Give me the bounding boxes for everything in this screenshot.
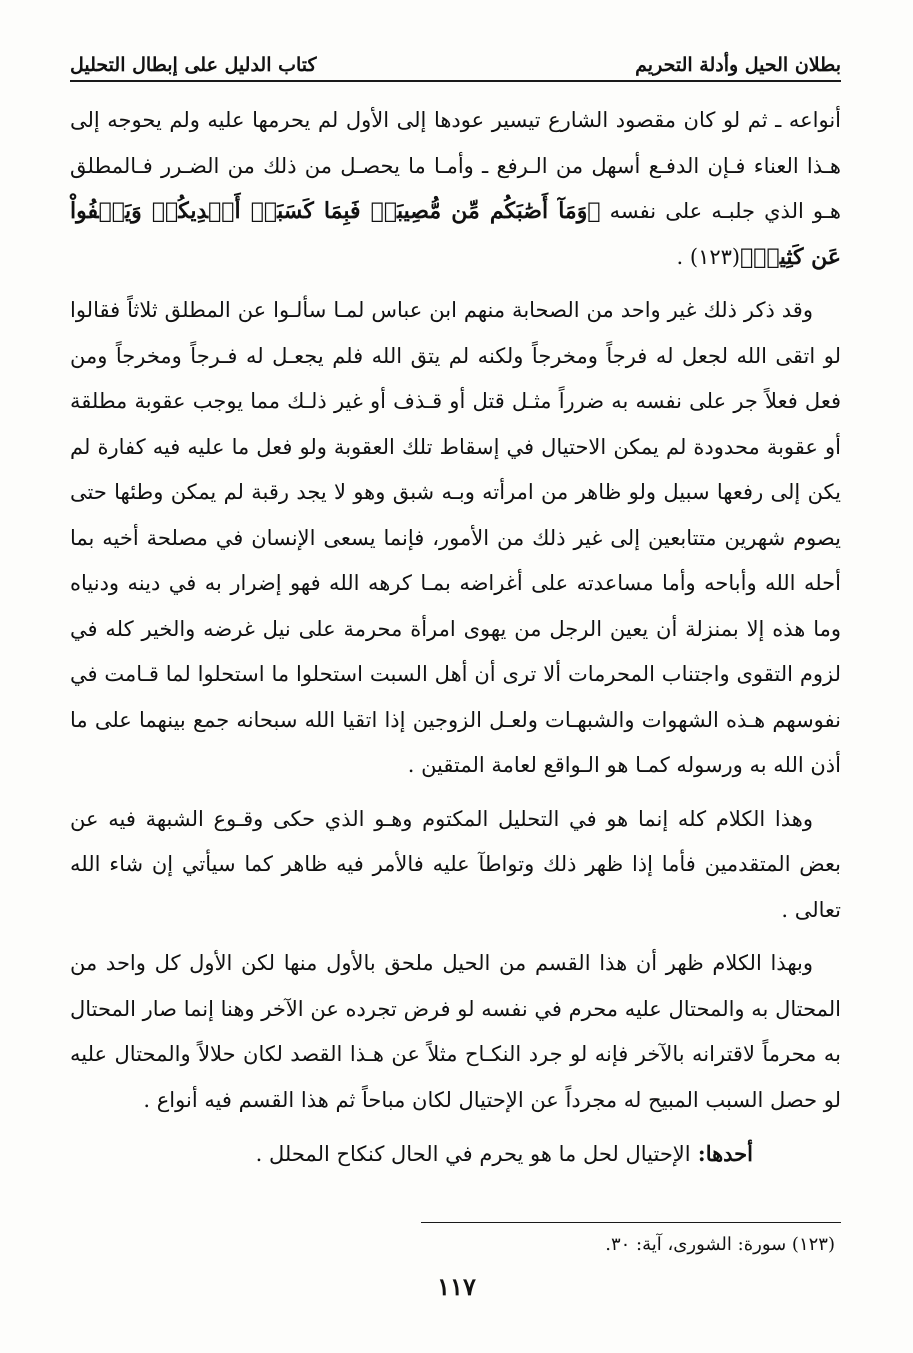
page-number: ١١٧ — [437, 1272, 476, 1301]
footnote-divider — [421, 1222, 841, 1223]
footnote-reference: (١٢٣) . — [676, 244, 741, 269]
header-right-title: بطلان الحيل وأدلة التحريم — [635, 54, 841, 76]
paragraph-5 — [70, 1131, 841, 1178]
main-text — [70, 98, 841, 1186]
footnote: (١٢٣) سورة: الشورى، آية: ٣٠. — [605, 1234, 835, 1255]
paragraph-3: وهذا الكلام كله إنما هو في التحليل المكتوم وهـو الذي حكى وقـوع الشبهة فيه عن بعض المتقدمين فأما إذا ظهر ذلك وتواطآ عليه فالأمر فيه ظاهر كما سيأتي إن شاء الله تعالى . — [70, 806, 841, 922]
paragraph-2: وقد ذكر ذلك غير واحد من الصحابة منهم ابن عباس لمـا سألـوا عن المطلق ثلاثاً فقالوا لو اتقى الله لجعل له فرجاً ومخرجاً ولكنه لم يتق الله فلم يجعـل له فـرجاً ومخرجاً ومن فعل فعلاً جر على نفسه به ضرراً مثـل قتل أو قـذف أو غير ذلـك مما يوجب عقوبة مطلقة أو عقوبة محدودة لم يمكن الاحتيال في إسقاط تلك العقوبة ولو فعل ما عليه فيه كفارة لم يكن إلى رفعها سبيل ولو ظاهر من امرأته وبـه شبق وهو لا يجد رقبة لم يمكن وطئها حتى يصوم شهرين متتابعين إلى غير ذلك من الأمور، فإنما يسعى الإنسان في مصلحة أخيه بما أحله الله وأباحه وأما مساعدته على أغراضه بمـا كرهه الله فهو إضرار به في دينه ودنياه وما هذه إلا بمنزلة أن يعين الرجل من يهوى امرأة محرمة على نيل غرضه والخير كله في لزوم التقوى واجتناب المحرمات ألا ترى أن أهل السبت استحلوا ما استحلوا لما قـامت في نفوسهم هـذه الشهوات والشبهـات ولعـل الزوجين إذا اتقيا الله سبحانه جمع بينهما على ما أذن الله به ورسوله كمـا هو الـواقع لعامة المتقين . — [70, 298, 841, 777]
paragraph-5-text: الإحتيال لحل ما هو يحرم في الحال كنكاح المحلل . — [255, 1142, 691, 1166]
running-header — [70, 36, 841, 76]
paragraph-1 — [70, 98, 841, 280]
quran-verse: ﴿وَمَآ أَصَٰبَكُم مِّن مُّصِيبَةٖ فَبِمَا كَسَبَتۡ أَيۡدِيكُمۡ وَيَعۡفُواْ عَن كَثِيرٖ﴾ — [70, 198, 841, 270]
header-left-title: كتاب الدليل على إبطال التحليل — [70, 54, 317, 76]
paragraph-4: وبهذا الكلام ظهر أن هذا القسم من الحيل ملحق بالأول منها لكن الأول كل واحد من المحتال به والمحتال عليه محرم في نفسه لو فرض تجرده عن الآخر وهنا إنما صار المحتال به محرماً لاقترانه بالآخر فإنه لو جرد النكـاح مثلاً عن هـذا القصد لكان حلالاً والمحتال عليه لو حصل السبب المبيح له مجرداً عن الإحتيال لكان مباحاً ثم هذا القسم فيه أنواع . — [70, 951, 841, 1112]
paragraph-5-lead: أحدها: — [690, 1141, 753, 1166]
paragraph-1-text: أنواعه ـ ثم لو كان مقصود الشارع تيسير عودها إلى الأول لم يحرمها عليه ولم يحوجه إلى هـذا العناء فـإن الدفـع أسهل من الـرفع ـ وأمـا ما يحصـل من ذلك من الضـرر فـالمطلق هـو الذي جلبـه على نفسه — [70, 108, 841, 223]
header-divider — [70, 80, 841, 82]
